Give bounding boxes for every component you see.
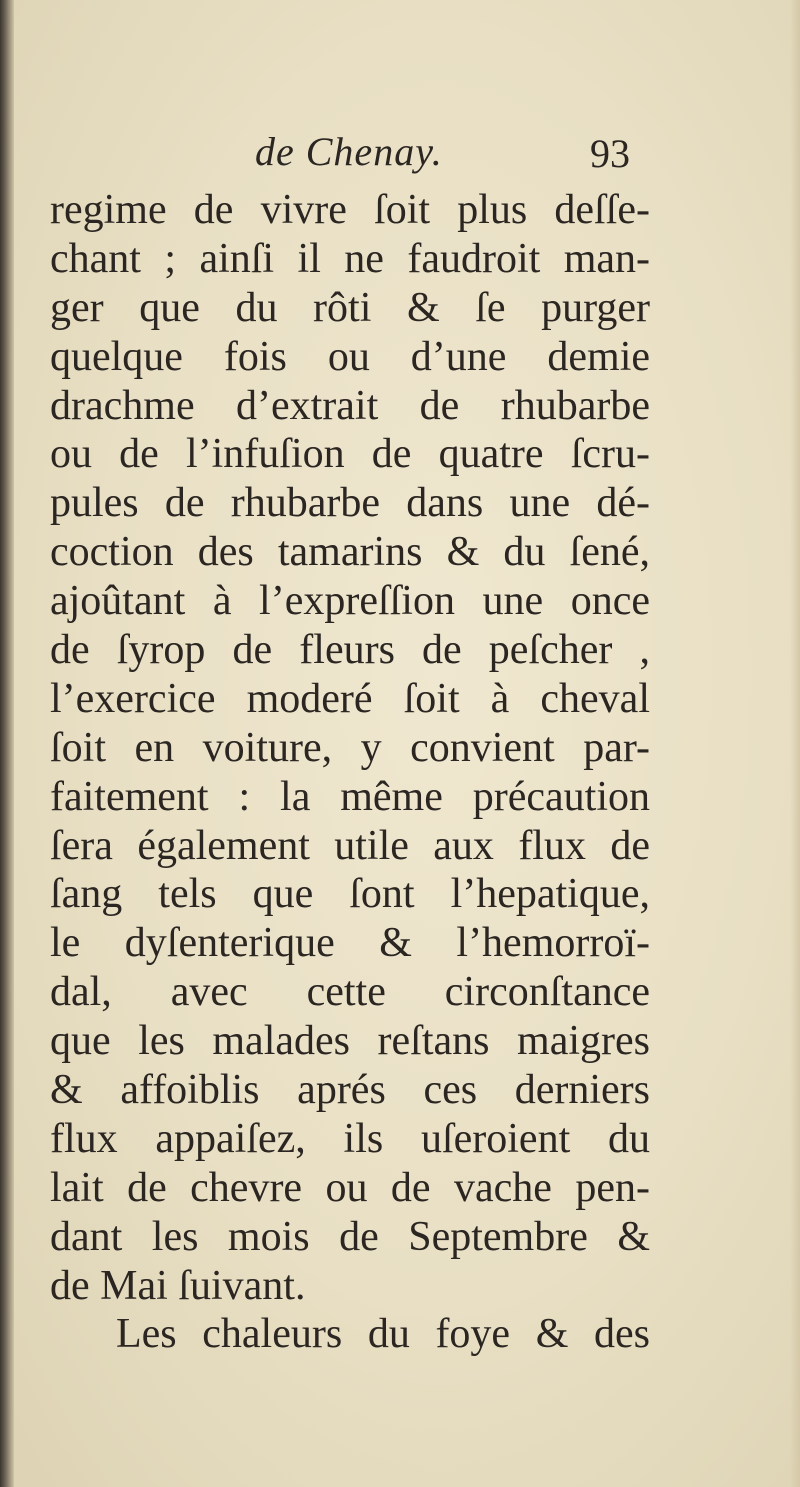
text-line: le dyſenterique & l’hemorroï-: [50, 920, 650, 967]
text-line: ou de l’infuſion de quatre ſcru-: [50, 431, 650, 478]
text-line: de ſyrop de fleurs de peſcher ,: [50, 627, 650, 674]
text-line: que les malades reſtans maigres: [50, 1018, 650, 1065]
text-line: lait de chevre ou de vache pen-: [50, 1164, 650, 1211]
text-line: l’exercice moderé ſoit à cheval: [50, 675, 650, 722]
page-gutter: [0, 0, 14, 1487]
text-line: ſang tels que ſont l’hepatique,: [50, 871, 650, 918]
text-line: drachme d’extrait de rhubarbe: [50, 382, 650, 429]
text-line: Les chaleurs du foye & des: [116, 1311, 650, 1358]
text-line: & affoiblis aprés ces derniers: [50, 1067, 650, 1114]
text-line: chant ; ainſi il ne faudroit man-: [50, 235, 650, 282]
text-line: ſera également utile aux flux de: [50, 822, 650, 869]
text-line: faitement : la même précaution: [50, 773, 650, 820]
text-line: dant les mois de Septembre &: [50, 1213, 650, 1260]
text-line: quelque fois ou d’une demie: [50, 333, 650, 380]
text-line: flux appaiſez, ils uſeroient du: [50, 1115, 650, 1162]
running-head: de Chenay.: [255, 129, 443, 174]
text-line: regime de vivre ſoit plus deſſe-: [50, 187, 650, 233]
text-line: ajoûtant à l’expreſſion une once: [50, 578, 650, 625]
text-line: ſoit en voiture, y convient par-: [50, 724, 650, 771]
page-number: 93: [590, 131, 630, 176]
body-text: [50, 186, 650, 1359]
text-line: dal, avec cette circonſtance: [50, 969, 650, 1016]
text-line: ger que du rôti & ſe purger: [50, 284, 650, 331]
text-line: pules de rhubarbe dans une dé-: [50, 480, 650, 527]
page-edge: [790, 0, 800, 1487]
text-line: de Mai ſuivant.: [50, 1262, 306, 1309]
text-line: coction des tamarins & du ſené,: [50, 529, 650, 576]
